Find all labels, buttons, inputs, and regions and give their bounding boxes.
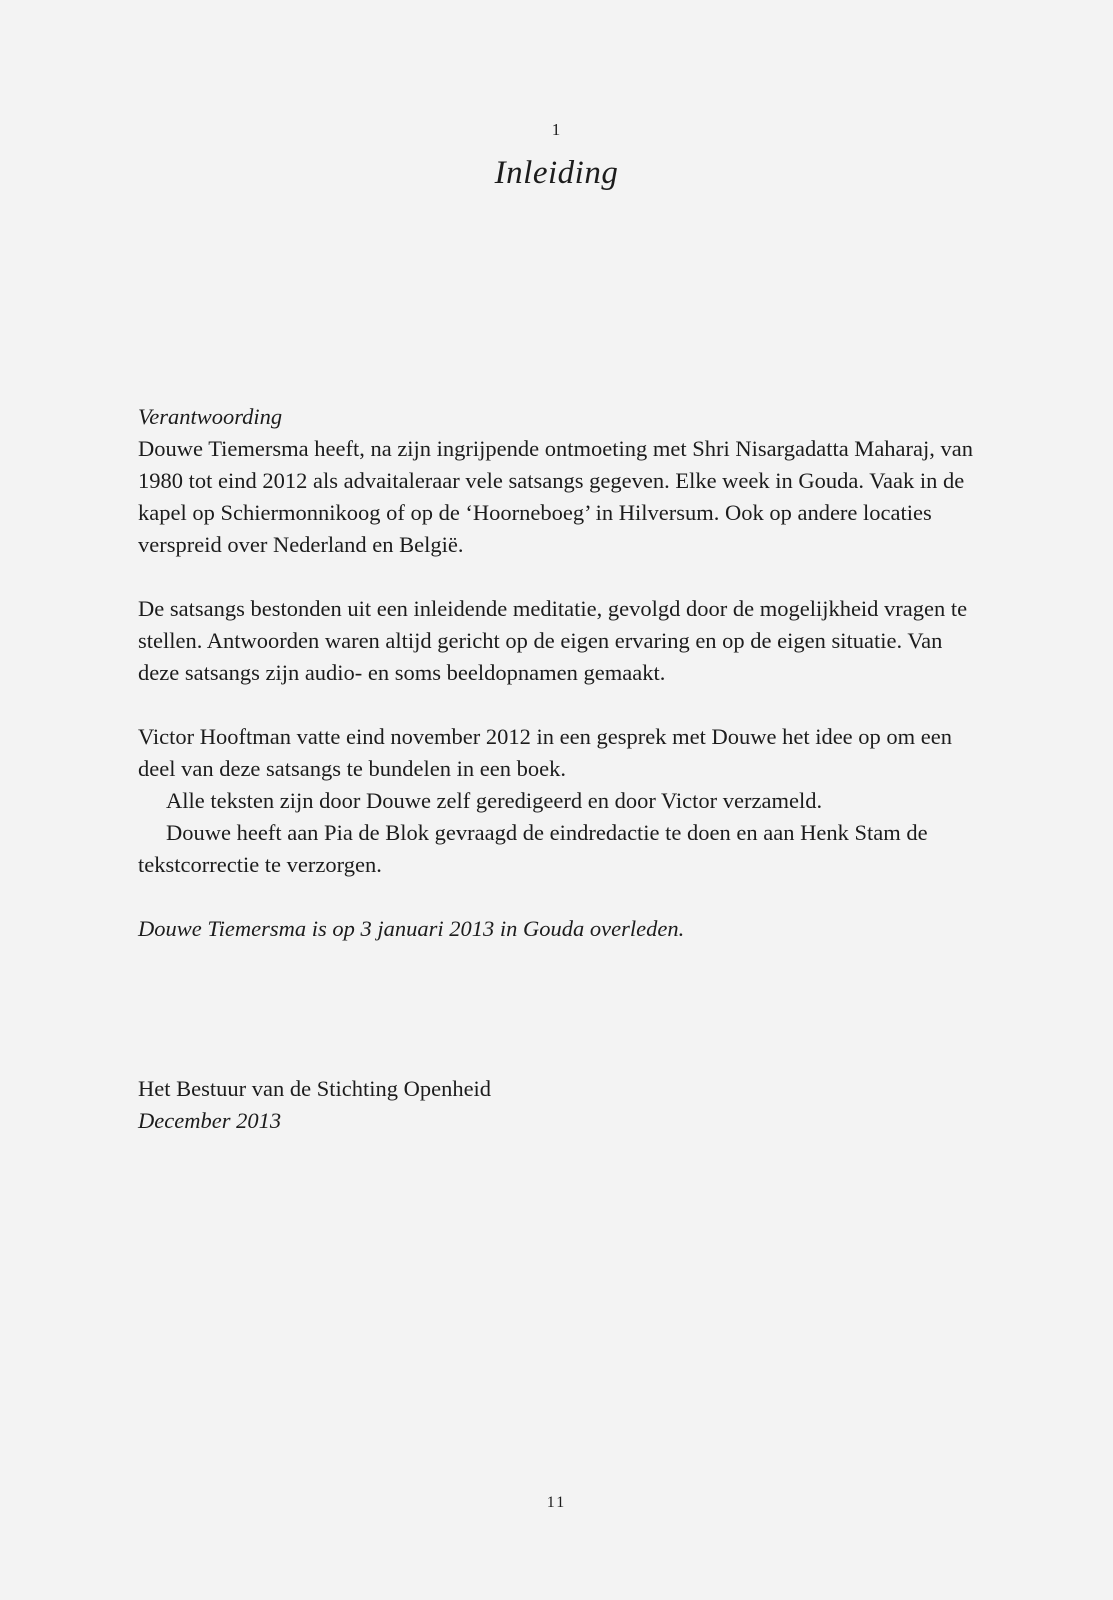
paragraph-introduction: Douwe Tiemersma heeft, na zijn ingrijpende ontmoeting met Shri Nisargadatta Maharaj, van 1980 tot eind 2012 als advaitaleraar vele satsangs gegeven. Elke week in Gouda. Vaak in de kapel op Schiermonnikoog of op de ‘Hoorneboeg’ in Hilversum. Ook op andere locaties verspreid over Nederland en België.: [138, 436, 974, 557]
paragraph-spacer: [138, 881, 978, 913]
closing-note: Douwe Tiemersma is op 3 januari 2013 in Gouda overleden.: [138, 916, 685, 941]
signature-date: December 2013: [138, 1108, 282, 1133]
paragraph-book-idea: Victor Hooftman vatte eind november 2012 in een gesprek met Douwe het idee op om een deel van deze satsangs te bundelen in een boek.: [138, 724, 953, 781]
signature-organization: Het Bestuur van de Stichting Openheid: [138, 1076, 492, 1101]
paragraph-satsangs: De satsangs bestonden uit een inleidende meditatie, gevolgd door de mogelijkheid vragen te stellen. Antwoorden waren altijd gericht op de eigen ervaring en op de eigen situatie. Van deze satsangs zijn audio- en soms beeldopnamen gemaakt.: [138, 596, 968, 685]
page-number: 11: [546, 1494, 567, 1511]
signature-block: [138, 1073, 978, 1137]
paragraph-editorial: Douwe heeft aan Pia de Blok gevraagd de eindredactie te doen en aan Henk Stam de tekstcorrectie te verzorgen.: [138, 820, 928, 877]
chapter-number: 1: [551, 120, 562, 139]
paragraph-texts-edited: Alle teksten zijn door Douwe zelf geredigeerd en door Victor verzameld.: [166, 788, 823, 813]
section-body: [138, 401, 978, 945]
chapter-title: Inleiding: [494, 155, 619, 191]
paragraph-spacer: [138, 561, 978, 593]
paragraph-spacer: [138, 689, 978, 721]
section-heading: Verantwoording: [138, 404, 283, 429]
